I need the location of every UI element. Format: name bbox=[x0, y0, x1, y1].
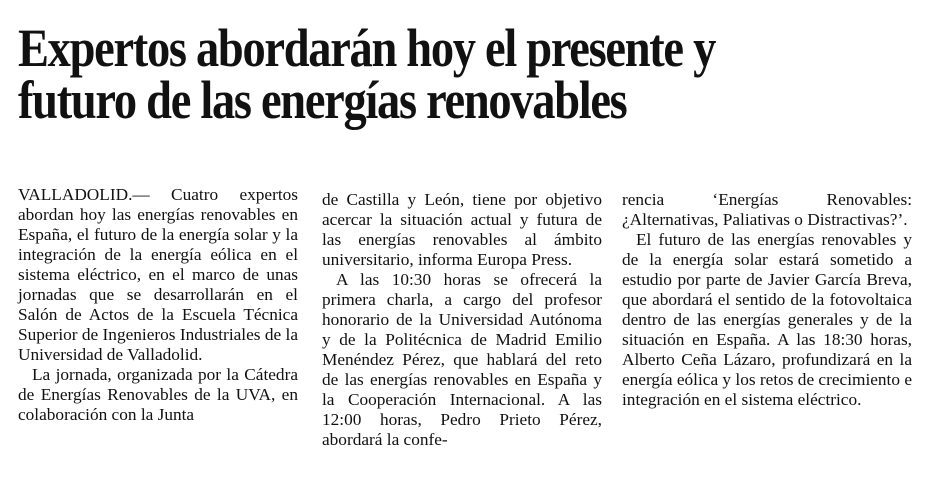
article-column-1 bbox=[18, 185, 298, 425]
paragraph bbox=[18, 185, 298, 365]
paragraph-text: de Castilla y León, tiene por objetivo acercar la situación actual y futura de las energías renovables al ámbito universitario, informa Europa Press. bbox=[322, 190, 602, 269]
paragraph bbox=[622, 190, 912, 230]
paragraph-text: Cuatro expertos abordan hoy las energías renovables en España, el futuro de la energía solar y la integración de la energía eólica en el sistema eléctrico, en el marco de unas jornadas que se desarrollarán en el Salón de Actos de la Escuela Técnica Superior de Ingenieros Industriales de la Universidad de Valladolid. bbox=[18, 185, 298, 364]
paragraph-text: rencia ‘Energías Renovables:¿Alternativas, Paliativas o Distractivas?’. bbox=[622, 190, 912, 229]
article-column-2 bbox=[322, 190, 602, 450]
headline-line-1: Expertos abordarán hoy el presente y bbox=[18, 18, 716, 78]
paragraph-text: A las 10:30 horas se ofrecerá la primera charla, a cargo del profesor honorario de la Universidad Autónoma y de la Politécnica de Madrid Emilio Menéndez Pérez, que hablará del reto de las energías renovables en España y la Cooperación Internacional. A las 12:00 horas, Pedro Prieto Pérez, abordará la confe- bbox=[322, 270, 602, 449]
dateline: VALLADOLID.— bbox=[18, 185, 150, 204]
headline-line-2: futuro de las energías renovables bbox=[18, 70, 627, 130]
paragraph-text: La jornada, organizada por la Cátedra de Energías Renovables de la UVA, en colaboración con la Junta bbox=[18, 365, 298, 424]
article-column-3 bbox=[622, 190, 912, 410]
paragraph bbox=[18, 365, 298, 425]
paragraph bbox=[322, 190, 602, 270]
paragraph bbox=[322, 270, 602, 450]
headline bbox=[18, 18, 792, 130]
paragraph-text: El futuro de las energías renovables y de la energía solar estará sometido a estudio por parte de Javier García Breva, que abordará el sentido de la fotovoltaica dentro de las energías generales y de la situación en España. A las 18:30 horas, Alberto Ceña Lázaro, profundizará en la energía eólica y los retos de crecimiento e integración en el sistema eléctrico. bbox=[622, 230, 912, 409]
paragraph bbox=[622, 230, 912, 410]
